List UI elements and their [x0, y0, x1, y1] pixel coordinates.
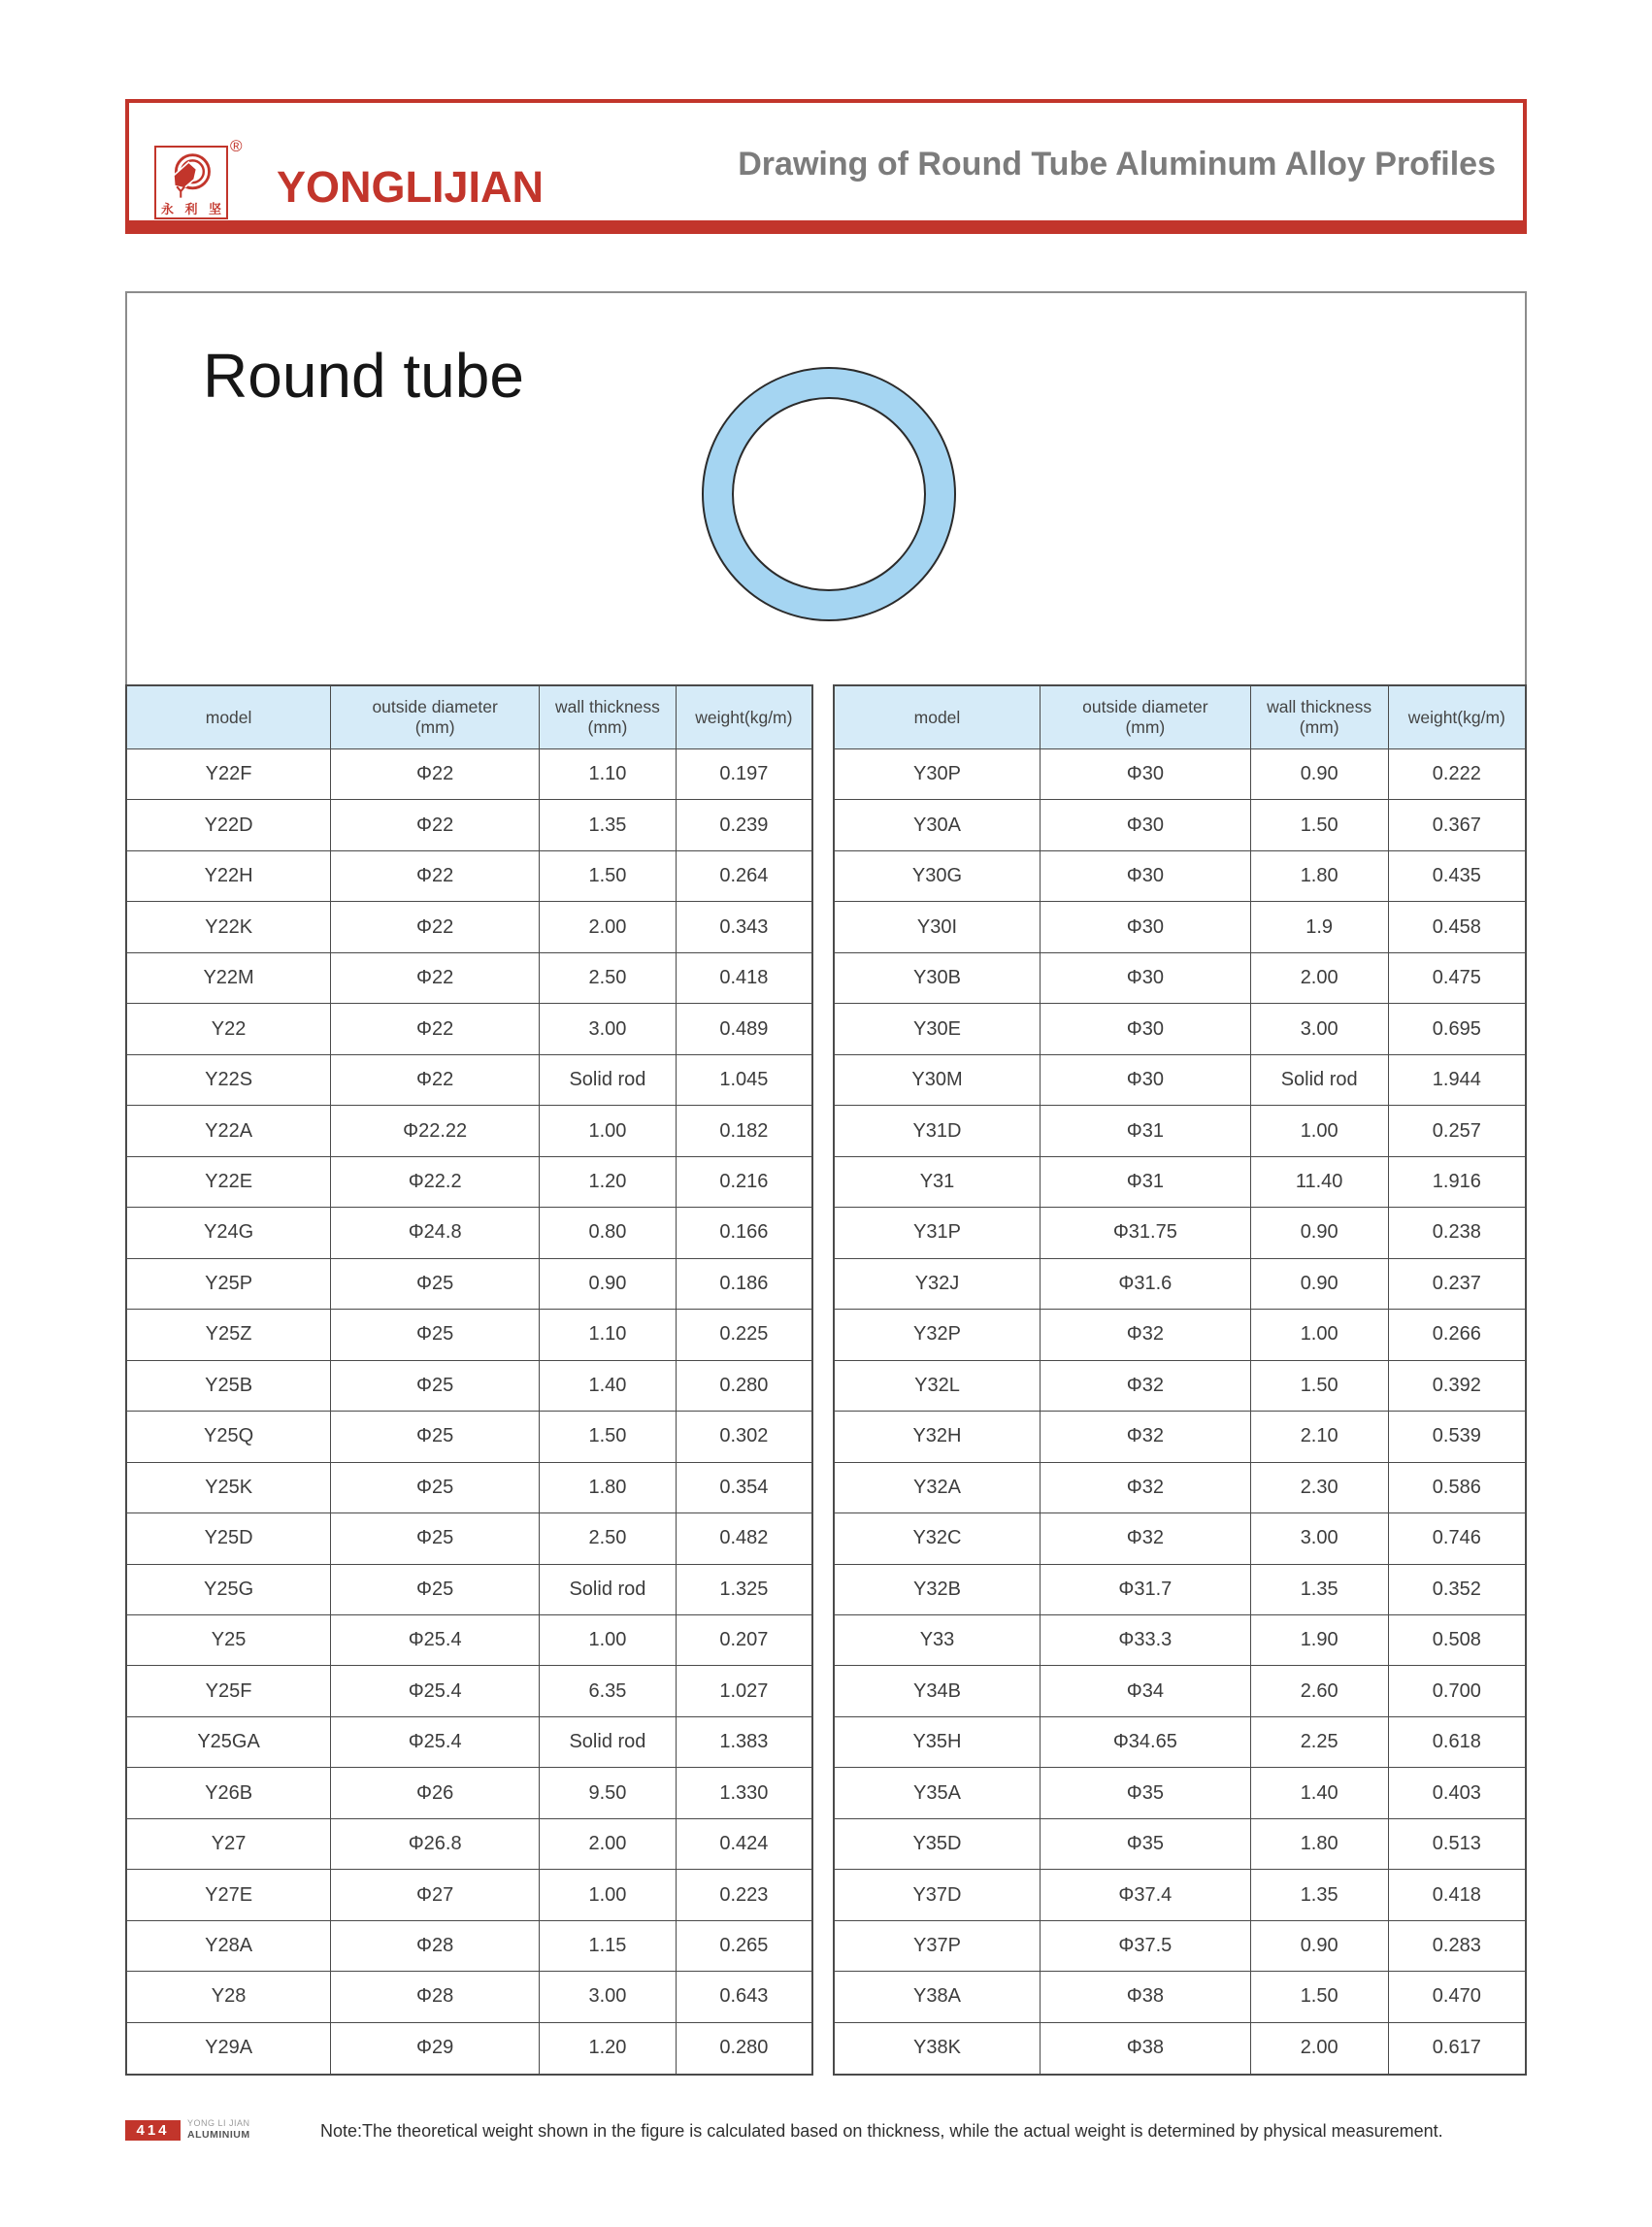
- table-row: [834, 850, 1526, 901]
- footer-note: Note:The theoretical weight shown in the figure is calculated based on thickness, while the actual weight is determined by physical measurement.: [320, 2121, 1443, 2141]
- table-cell: Y31: [834, 1156, 1040, 1207]
- column-header-model: model: [834, 685, 1040, 749]
- table-cell: Y30E: [834, 1004, 1040, 1054]
- table-cell: 1.10: [540, 1310, 677, 1360]
- table-cell: Φ25: [331, 1462, 540, 1512]
- table-cell: Φ32: [1040, 1412, 1250, 1462]
- table-row: [126, 1360, 812, 1411]
- column-header-weight: weight(kg/m): [1388, 685, 1526, 749]
- brand-logo: [154, 146, 228, 219]
- table-cell: 2.60: [1250, 1666, 1388, 1716]
- table-cell: 2.30: [1250, 1462, 1388, 1512]
- table-cell: 1.40: [540, 1360, 677, 1411]
- table-cell: Φ25: [331, 1513, 540, 1564]
- table-cell: 2.25: [1250, 1716, 1388, 1767]
- table-cell: Y25K: [126, 1462, 331, 1512]
- header-divider: [125, 224, 1527, 234]
- table-cell: 0.343: [676, 902, 812, 952]
- table-cell: Y25: [126, 1614, 331, 1665]
- table-cell: 0.695: [1388, 1004, 1526, 1054]
- table-cell: Φ35: [1040, 1818, 1250, 1869]
- table-cell: 1.9: [1250, 902, 1388, 952]
- table-row: [834, 1258, 1526, 1309]
- table-cell: 1.325: [676, 1564, 812, 1614]
- table-cell: Y27E: [126, 1870, 331, 1920]
- table-cell: 0.238: [1388, 1208, 1526, 1258]
- table-row: [834, 1156, 1526, 1207]
- table-cell: 1.15: [540, 1920, 677, 1971]
- table-cell: 0.90: [540, 1258, 677, 1309]
- table-cell: 0.283: [1388, 1920, 1526, 1971]
- brand-cn-char: 永: [161, 202, 175, 216]
- table-cell: Y22A: [126, 1106, 331, 1156]
- spec-table-left: [125, 684, 813, 2076]
- brand-name: YONGLIJIAN: [277, 162, 545, 212]
- table-cell: 0.424: [676, 1818, 812, 1869]
- table-cell: 0.352: [1388, 1564, 1526, 1614]
- table-row: [834, 1106, 1526, 1156]
- table-cell: 0.302: [676, 1412, 812, 1462]
- table-cell: Y32H: [834, 1412, 1040, 1462]
- table-cell: 2.50: [540, 952, 677, 1003]
- table-cell: 3.00: [1250, 1004, 1388, 1054]
- table-row: [834, 1360, 1526, 1411]
- table-row: [126, 1258, 812, 1309]
- table-cell: Φ22: [331, 850, 540, 901]
- page-number-badge: 414: [125, 2120, 181, 2141]
- table-cell: Y30G: [834, 850, 1040, 901]
- table-cell: 0.166: [676, 1208, 812, 1258]
- table-cell: Φ35: [1040, 1768, 1250, 1818]
- table-cell: Y32J: [834, 1258, 1040, 1309]
- table-cell: Φ31: [1040, 1156, 1250, 1207]
- table-cell: 1.80: [1250, 850, 1388, 901]
- table-cell: 9.50: [540, 1768, 677, 1818]
- table-cell: Φ32: [1040, 1513, 1250, 1564]
- table-cell: 1.40: [1250, 1768, 1388, 1818]
- table-cell: Φ32: [1040, 1462, 1250, 1512]
- table-row: [126, 1310, 812, 1360]
- table-cell: Φ38: [1040, 2022, 1250, 2075]
- table-cell: Y25GA: [126, 1716, 331, 1767]
- table-cell: Φ32: [1040, 1310, 1250, 1360]
- table-row: [834, 1208, 1526, 1258]
- table-cell: 0.182: [676, 1106, 812, 1156]
- table-cell: Y30M: [834, 1054, 1040, 1105]
- table-cell: 0.586: [1388, 1462, 1526, 1512]
- table-row: [126, 1208, 812, 1258]
- table-row: [126, 749, 812, 800]
- table-cell: 1.50: [540, 850, 677, 901]
- table-cell: 0.90: [1250, 1208, 1388, 1258]
- table-cell: 1.027: [676, 1666, 812, 1716]
- table-cell: 0.418: [676, 952, 812, 1003]
- table-cell: 0.617: [1388, 2022, 1526, 2075]
- table-cell: Y22E: [126, 1156, 331, 1207]
- table-cell: 1.00: [540, 1106, 677, 1156]
- table-cell: Y28A: [126, 1920, 331, 1971]
- table-cell: 0.225: [676, 1310, 812, 1360]
- footer-brand-aluminium: ALUMINIUM: [187, 2129, 250, 2141]
- table-row: [126, 1054, 812, 1105]
- table-cell: Y22S: [126, 1054, 331, 1105]
- table-cell: Φ22.2: [331, 1156, 540, 1207]
- table-cell: Y32L: [834, 1360, 1040, 1411]
- table-cell: 0.223: [676, 1870, 812, 1920]
- table-cell: Y26B: [126, 1768, 331, 1818]
- table-cell: 0.458: [1388, 902, 1526, 952]
- table-cell: 0.216: [676, 1156, 812, 1207]
- table-cell: 2.10: [1250, 1412, 1388, 1462]
- table-cell: Solid rod: [540, 1716, 677, 1767]
- table-cell: 2.00: [540, 1818, 677, 1869]
- table-cell: Φ32: [1040, 1360, 1250, 1411]
- table-cell: 0.513: [1388, 1818, 1526, 1869]
- table-row: [834, 2022, 1526, 2075]
- table-header-row: [126, 685, 812, 749]
- table-row: [126, 1818, 812, 1869]
- table-cell: Y30P: [834, 749, 1040, 800]
- round-tube-drawing: [702, 367, 956, 621]
- table-cell: Φ22: [331, 1054, 540, 1105]
- brand-cn-char: 坚: [208, 202, 221, 216]
- table-cell: 0.80: [540, 1208, 677, 1258]
- table-cell: 6.35: [540, 1666, 677, 1716]
- table-header-row: [834, 685, 1526, 749]
- table-row: [126, 1412, 812, 1462]
- product-name: Round tube: [203, 341, 524, 411]
- table-cell: Y22K: [126, 902, 331, 952]
- table-cell: Φ22: [331, 902, 540, 952]
- table-cell: Φ30: [1040, 952, 1250, 1003]
- table-row: [126, 1106, 812, 1156]
- table-cell: 0.482: [676, 1513, 812, 1564]
- table-cell: 1.35: [540, 800, 677, 850]
- table-cell: 0.470: [1388, 1972, 1526, 2022]
- table-cell: Φ31.6: [1040, 1258, 1250, 1309]
- table-cell: 1.50: [1250, 1972, 1388, 2022]
- table-cell: Solid rod: [1250, 1054, 1388, 1105]
- table-row: [126, 902, 812, 952]
- product-section: [125, 291, 1527, 684]
- table-cell: Φ25: [331, 1412, 540, 1462]
- table-row: [126, 1870, 812, 1920]
- table-cell: 0.700: [1388, 1666, 1526, 1716]
- column-header-outside-diameter: outside diameter (mm): [1040, 685, 1250, 749]
- table-cell: Φ22: [331, 749, 540, 800]
- table-cell: Y25G: [126, 1564, 331, 1614]
- table-row: [834, 1004, 1526, 1054]
- table-cell: Y22H: [126, 850, 331, 901]
- table-cell: Φ30: [1040, 850, 1250, 901]
- table-cell: Y32P: [834, 1310, 1040, 1360]
- table-cell: Φ25: [331, 1258, 540, 1309]
- table-cell: Φ30: [1040, 902, 1250, 952]
- table-cell: Φ30: [1040, 1004, 1250, 1054]
- table-cell: Φ25: [331, 1564, 540, 1614]
- table-cell: 0.237: [1388, 1258, 1526, 1309]
- table-row: [834, 1870, 1526, 1920]
- table-cell: 1.35: [1250, 1870, 1388, 1920]
- table-cell: Φ30: [1040, 749, 1250, 800]
- table-row: [126, 800, 812, 850]
- table-cell: 1.50: [1250, 800, 1388, 850]
- table-cell: Y38K: [834, 2022, 1040, 2075]
- table-cell: Φ25.4: [331, 1666, 540, 1716]
- table-row: [834, 1716, 1526, 1767]
- table-row: [126, 1666, 812, 1716]
- table-cell: 1.330: [676, 1768, 812, 1818]
- table-cell: 2.00: [540, 902, 677, 952]
- table-cell: 2.00: [1250, 2022, 1388, 2075]
- table-cell: 1.916: [1388, 1156, 1526, 1207]
- table-cell: 3.00: [540, 1004, 677, 1054]
- table-cell: 2.50: [540, 1513, 677, 1564]
- table-cell: Φ26: [331, 1768, 540, 1818]
- table-cell: Y22: [126, 1004, 331, 1054]
- brand-name-chinese: [156, 203, 226, 216]
- table-cell: Solid rod: [540, 1564, 677, 1614]
- table-row: [834, 1666, 1526, 1716]
- table-cell: Φ28: [331, 1972, 540, 2022]
- table-cell: 3.00: [540, 1972, 677, 2022]
- table-cell: Y24G: [126, 1208, 331, 1258]
- table-row: [834, 902, 1526, 952]
- table-cell: Φ29: [331, 2022, 540, 2075]
- table-row: [834, 1513, 1526, 1564]
- table-cell: 0.435: [1388, 850, 1526, 901]
- table-cell: Y22D: [126, 800, 331, 850]
- table-cell: 0.222: [1388, 749, 1526, 800]
- table-cell: 1.00: [540, 1870, 677, 1920]
- table-cell: 0.280: [676, 2022, 812, 2075]
- table-cell: Y32B: [834, 1564, 1040, 1614]
- table-row: [126, 850, 812, 901]
- table-cell: 1.10: [540, 749, 677, 800]
- table-row: [834, 1614, 1526, 1665]
- table-cell: Y25D: [126, 1513, 331, 1564]
- table-cell: 0.280: [676, 1360, 812, 1411]
- table-cell: Φ26.8: [331, 1818, 540, 1869]
- table-cell: 0.90: [1250, 749, 1388, 800]
- table-cell: 1.944: [1388, 1054, 1526, 1105]
- table-cell: 0.643: [676, 1972, 812, 2022]
- table-cell: Φ38: [1040, 1972, 1250, 2022]
- table-cell: Φ34.65: [1040, 1716, 1250, 1767]
- table-cell: Y31P: [834, 1208, 1040, 1258]
- table-cell: Y25F: [126, 1666, 331, 1716]
- column-header-weight: weight(kg/m): [676, 685, 812, 749]
- table-row: [126, 1462, 812, 1512]
- table-cell: 1.50: [540, 1412, 677, 1462]
- footer-brand-name: YONG LI JIAN: [187, 2118, 250, 2128]
- table-cell: Φ22.22: [331, 1106, 540, 1156]
- table-row: [834, 1054, 1526, 1105]
- column-header-outside-diameter: outside diameter (mm): [331, 685, 540, 749]
- table-cell: Y30B: [834, 952, 1040, 1003]
- table-cell: Φ24.8: [331, 1208, 540, 1258]
- table-cell: Y32A: [834, 1462, 1040, 1512]
- page-title: Drawing of Round Tube Aluminum Alloy Profiles: [738, 146, 1496, 183]
- table-cell: Y30I: [834, 902, 1040, 952]
- table-cell: Φ28: [331, 1920, 540, 1971]
- table-cell: 1.50: [1250, 1360, 1388, 1411]
- table-cell: 0.367: [1388, 800, 1526, 850]
- table-cell: 1.045: [676, 1054, 812, 1105]
- table-cell: 0.239: [676, 800, 812, 850]
- registered-trademark-icon: ®: [230, 137, 243, 155]
- table-cell: Y29A: [126, 2022, 331, 2075]
- table-row: [834, 1310, 1526, 1360]
- table-cell: 2.00: [1250, 952, 1388, 1003]
- table-cell: 0.508: [1388, 1614, 1526, 1665]
- column-header-model: model: [126, 685, 331, 749]
- table-cell: Y28: [126, 1972, 331, 2022]
- table-cell: 0.475: [1388, 952, 1526, 1003]
- brand-cn-char: 利: [184, 202, 198, 216]
- table-row: [126, 1614, 812, 1665]
- table-row: [834, 1564, 1526, 1614]
- table-cell: Solid rod: [540, 1054, 677, 1105]
- table-cell: Φ22: [331, 1004, 540, 1054]
- table-cell: Y38A: [834, 1972, 1040, 2022]
- table-row: [126, 952, 812, 1003]
- table-cell: Y25P: [126, 1258, 331, 1309]
- brand-emblem-icon: [162, 150, 218, 200]
- table-row: [834, 1920, 1526, 1971]
- table-cell: Φ37.4: [1040, 1870, 1250, 1920]
- table-cell: 0.90: [1250, 1258, 1388, 1309]
- table-cell: Φ31: [1040, 1106, 1250, 1156]
- table-cell: 3.00: [1250, 1513, 1388, 1564]
- table-cell: Φ31.75: [1040, 1208, 1250, 1258]
- table-cell: 1.35: [1250, 1564, 1388, 1614]
- table-cell: Φ30: [1040, 800, 1250, 850]
- column-header-wall-thickness: wall thickness (mm): [1250, 685, 1388, 749]
- table-cell: 0.90: [1250, 1920, 1388, 1971]
- table-row: [834, 1412, 1526, 1462]
- column-header-wall-thickness: wall thickness (mm): [540, 685, 677, 749]
- table-cell: Φ27: [331, 1870, 540, 1920]
- table-cell: Y25Q: [126, 1412, 331, 1462]
- table-cell: 1.80: [540, 1462, 677, 1512]
- table-cell: 0.264: [676, 850, 812, 901]
- table-cell: Φ37.5: [1040, 1920, 1250, 1971]
- footer-brand: [187, 2119, 250, 2141]
- table-row: [126, 1716, 812, 1767]
- table-row: [834, 749, 1526, 800]
- table-cell: 0.403: [1388, 1768, 1526, 1818]
- table-cell: Y25B: [126, 1360, 331, 1411]
- table-cell: 0.418: [1388, 1870, 1526, 1920]
- table-cell: Y25Z: [126, 1310, 331, 1360]
- table-cell: 1.00: [1250, 1106, 1388, 1156]
- table-cell: 0.207: [676, 1614, 812, 1665]
- table-cell: Φ25.4: [331, 1614, 540, 1665]
- table-cell: 1.383: [676, 1716, 812, 1767]
- table-cell: 1.20: [540, 2022, 677, 2075]
- table-row: [126, 1768, 812, 1818]
- table-cell: 1.80: [1250, 1818, 1388, 1869]
- table-cell: 1.20: [540, 1156, 677, 1207]
- table-cell: Φ30: [1040, 1054, 1250, 1105]
- table-cell: 0.265: [676, 1920, 812, 1971]
- table-cell: Y32C: [834, 1513, 1040, 1564]
- table-cell: 0.266: [1388, 1310, 1526, 1360]
- table-cell: 1.90: [1250, 1614, 1388, 1665]
- table-cell: 0.257: [1388, 1106, 1526, 1156]
- table-cell: Φ22: [331, 800, 540, 850]
- table-cell: Φ25: [331, 1310, 540, 1360]
- table-row: [126, 1004, 812, 1054]
- table-cell: Φ25: [331, 1360, 540, 1411]
- table-cell: 0.197: [676, 749, 812, 800]
- table-cell: 0.539: [1388, 1412, 1526, 1462]
- table-cell: Y35A: [834, 1768, 1040, 1818]
- table-cell: Y27: [126, 1818, 331, 1869]
- tube-inner-hole: [732, 397, 926, 591]
- table-cell: 0.186: [676, 1258, 812, 1309]
- table-cell: Y33: [834, 1614, 1040, 1665]
- table-cell: 0.489: [676, 1004, 812, 1054]
- table-cell: 11.40: [1250, 1156, 1388, 1207]
- table-cell: Φ22: [331, 952, 540, 1003]
- table-cell: 1.00: [1250, 1310, 1388, 1360]
- table-cell: Φ25.4: [331, 1716, 540, 1767]
- table-row: [126, 1564, 812, 1614]
- table-cell: 1.00: [540, 1614, 677, 1665]
- table-cell: Y22M: [126, 952, 331, 1003]
- table-cell: Y30A: [834, 800, 1040, 850]
- table-row: [834, 1768, 1526, 1818]
- table-cell: Y37P: [834, 1920, 1040, 1971]
- table-row: [834, 952, 1526, 1003]
- table-cell: 0.354: [676, 1462, 812, 1512]
- table-cell: Φ34: [1040, 1666, 1250, 1716]
- table-cell: Y31D: [834, 1106, 1040, 1156]
- table-row: [126, 1972, 812, 2022]
- table-row: [126, 2022, 812, 2075]
- table-cell: Φ31.7: [1040, 1564, 1250, 1614]
- table-row: [126, 1156, 812, 1207]
- table-cell: Y22F: [126, 749, 331, 800]
- table-cell: Φ33.3: [1040, 1614, 1250, 1665]
- table-cell: 0.618: [1388, 1716, 1526, 1767]
- table-row: [834, 1462, 1526, 1512]
- table-cell: Y35D: [834, 1818, 1040, 1869]
- spec-table-right: [833, 684, 1527, 2076]
- table-cell: 0.392: [1388, 1360, 1526, 1411]
- table-row: [834, 1818, 1526, 1869]
- table-cell: 0.746: [1388, 1513, 1526, 1564]
- table-row: [126, 1920, 812, 1971]
- table-cell: Y37D: [834, 1870, 1040, 1920]
- table-row: [126, 1513, 812, 1564]
- header: [125, 99, 1527, 224]
- table-cell: Y34B: [834, 1666, 1040, 1716]
- table-row: [834, 800, 1526, 850]
- table-cell: Y35H: [834, 1716, 1040, 1767]
- table-row: [834, 1972, 1526, 2022]
